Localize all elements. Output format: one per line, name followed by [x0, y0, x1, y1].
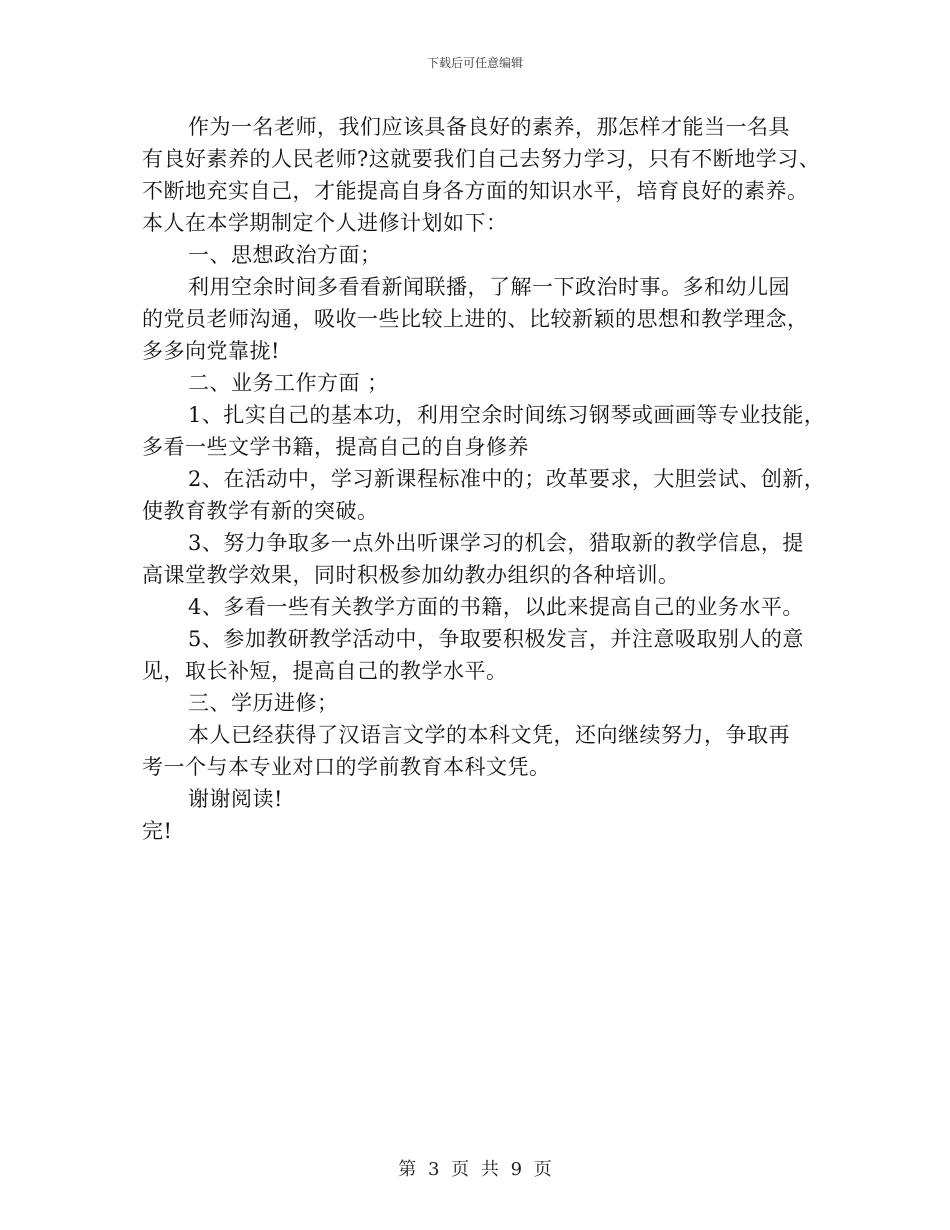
text-line: 的党员老师沟通，吸收一些比较上进的、比较新颖的思想和教学理念， [142, 307, 809, 331]
text-line: 本人在本学期制定个人进修计划如下： [142, 211, 508, 235]
text-line: 考一个与本专业对口的学前教育本科文凭。 [142, 755, 551, 779]
text-line: 3、努力争取多一点外出听课学习的机会，猎取新的教学信息，提 [188, 531, 804, 555]
text-line: 2、在活动中，学习新课程标准中的；改革要求，大胆尝试、创新， [188, 467, 826, 491]
text-line: 本人已经获得了汉语言文学的本科文凭，还向继续努力，争取再 [188, 723, 790, 747]
text-line: 见，取长补短，提高自己的教学水平。 [142, 659, 508, 683]
text-line: 高课堂教学效果，同时积极参加幼教办组织的各种培训。 [142, 563, 680, 587]
text-line: 使教育教学有新的突破。 [142, 499, 379, 523]
text-line: 不断地充实自己，才能提高自身各方面的知识水平，培育良好的素养。 [142, 179, 809, 203]
page-footer: 第 3 页 共 9 页 [398, 1159, 552, 1180]
text-line: 多多向党靠拢! [142, 339, 280, 363]
text-line: 利用空余时间多看看新闻联播，了解一下政治时事。多和幼儿园 [188, 275, 790, 299]
text-line: 一、思想政治方面； [188, 243, 382, 267]
text-line: 谢谢阅读! [188, 787, 283, 811]
text-line: 1、扎实自己的基本功，利用空余时间练习钢琴或画画等专业技能， [188, 403, 826, 427]
text-line: 4、多看一些有关教学方面的书籍，以此来提高自己的业务水平。 [188, 595, 804, 619]
page-header: 下载后可任意编辑 [426, 56, 523, 70]
document-body [142, 111, 832, 847]
text-line: 作为一名老师，我们应该具备良好的素养，那怎样才能当一名具 [188, 115, 790, 139]
text-line: 完! [142, 819, 173, 843]
text-line: 多看一些文学书籍，提高自己的自身修养 [142, 435, 529, 459]
text-line: 三、学历进修； [188, 691, 339, 715]
text-line: 5、参加教研教学活动中，争取要积极发言，并注意吸取别人的意 [188, 627, 804, 651]
text-line: 二、业务工作方面 ； [188, 371, 389, 395]
text-line: 有良好素养的人民老师?这就要我们自己去努力学习，只有不断地学习、 [142, 147, 821, 171]
